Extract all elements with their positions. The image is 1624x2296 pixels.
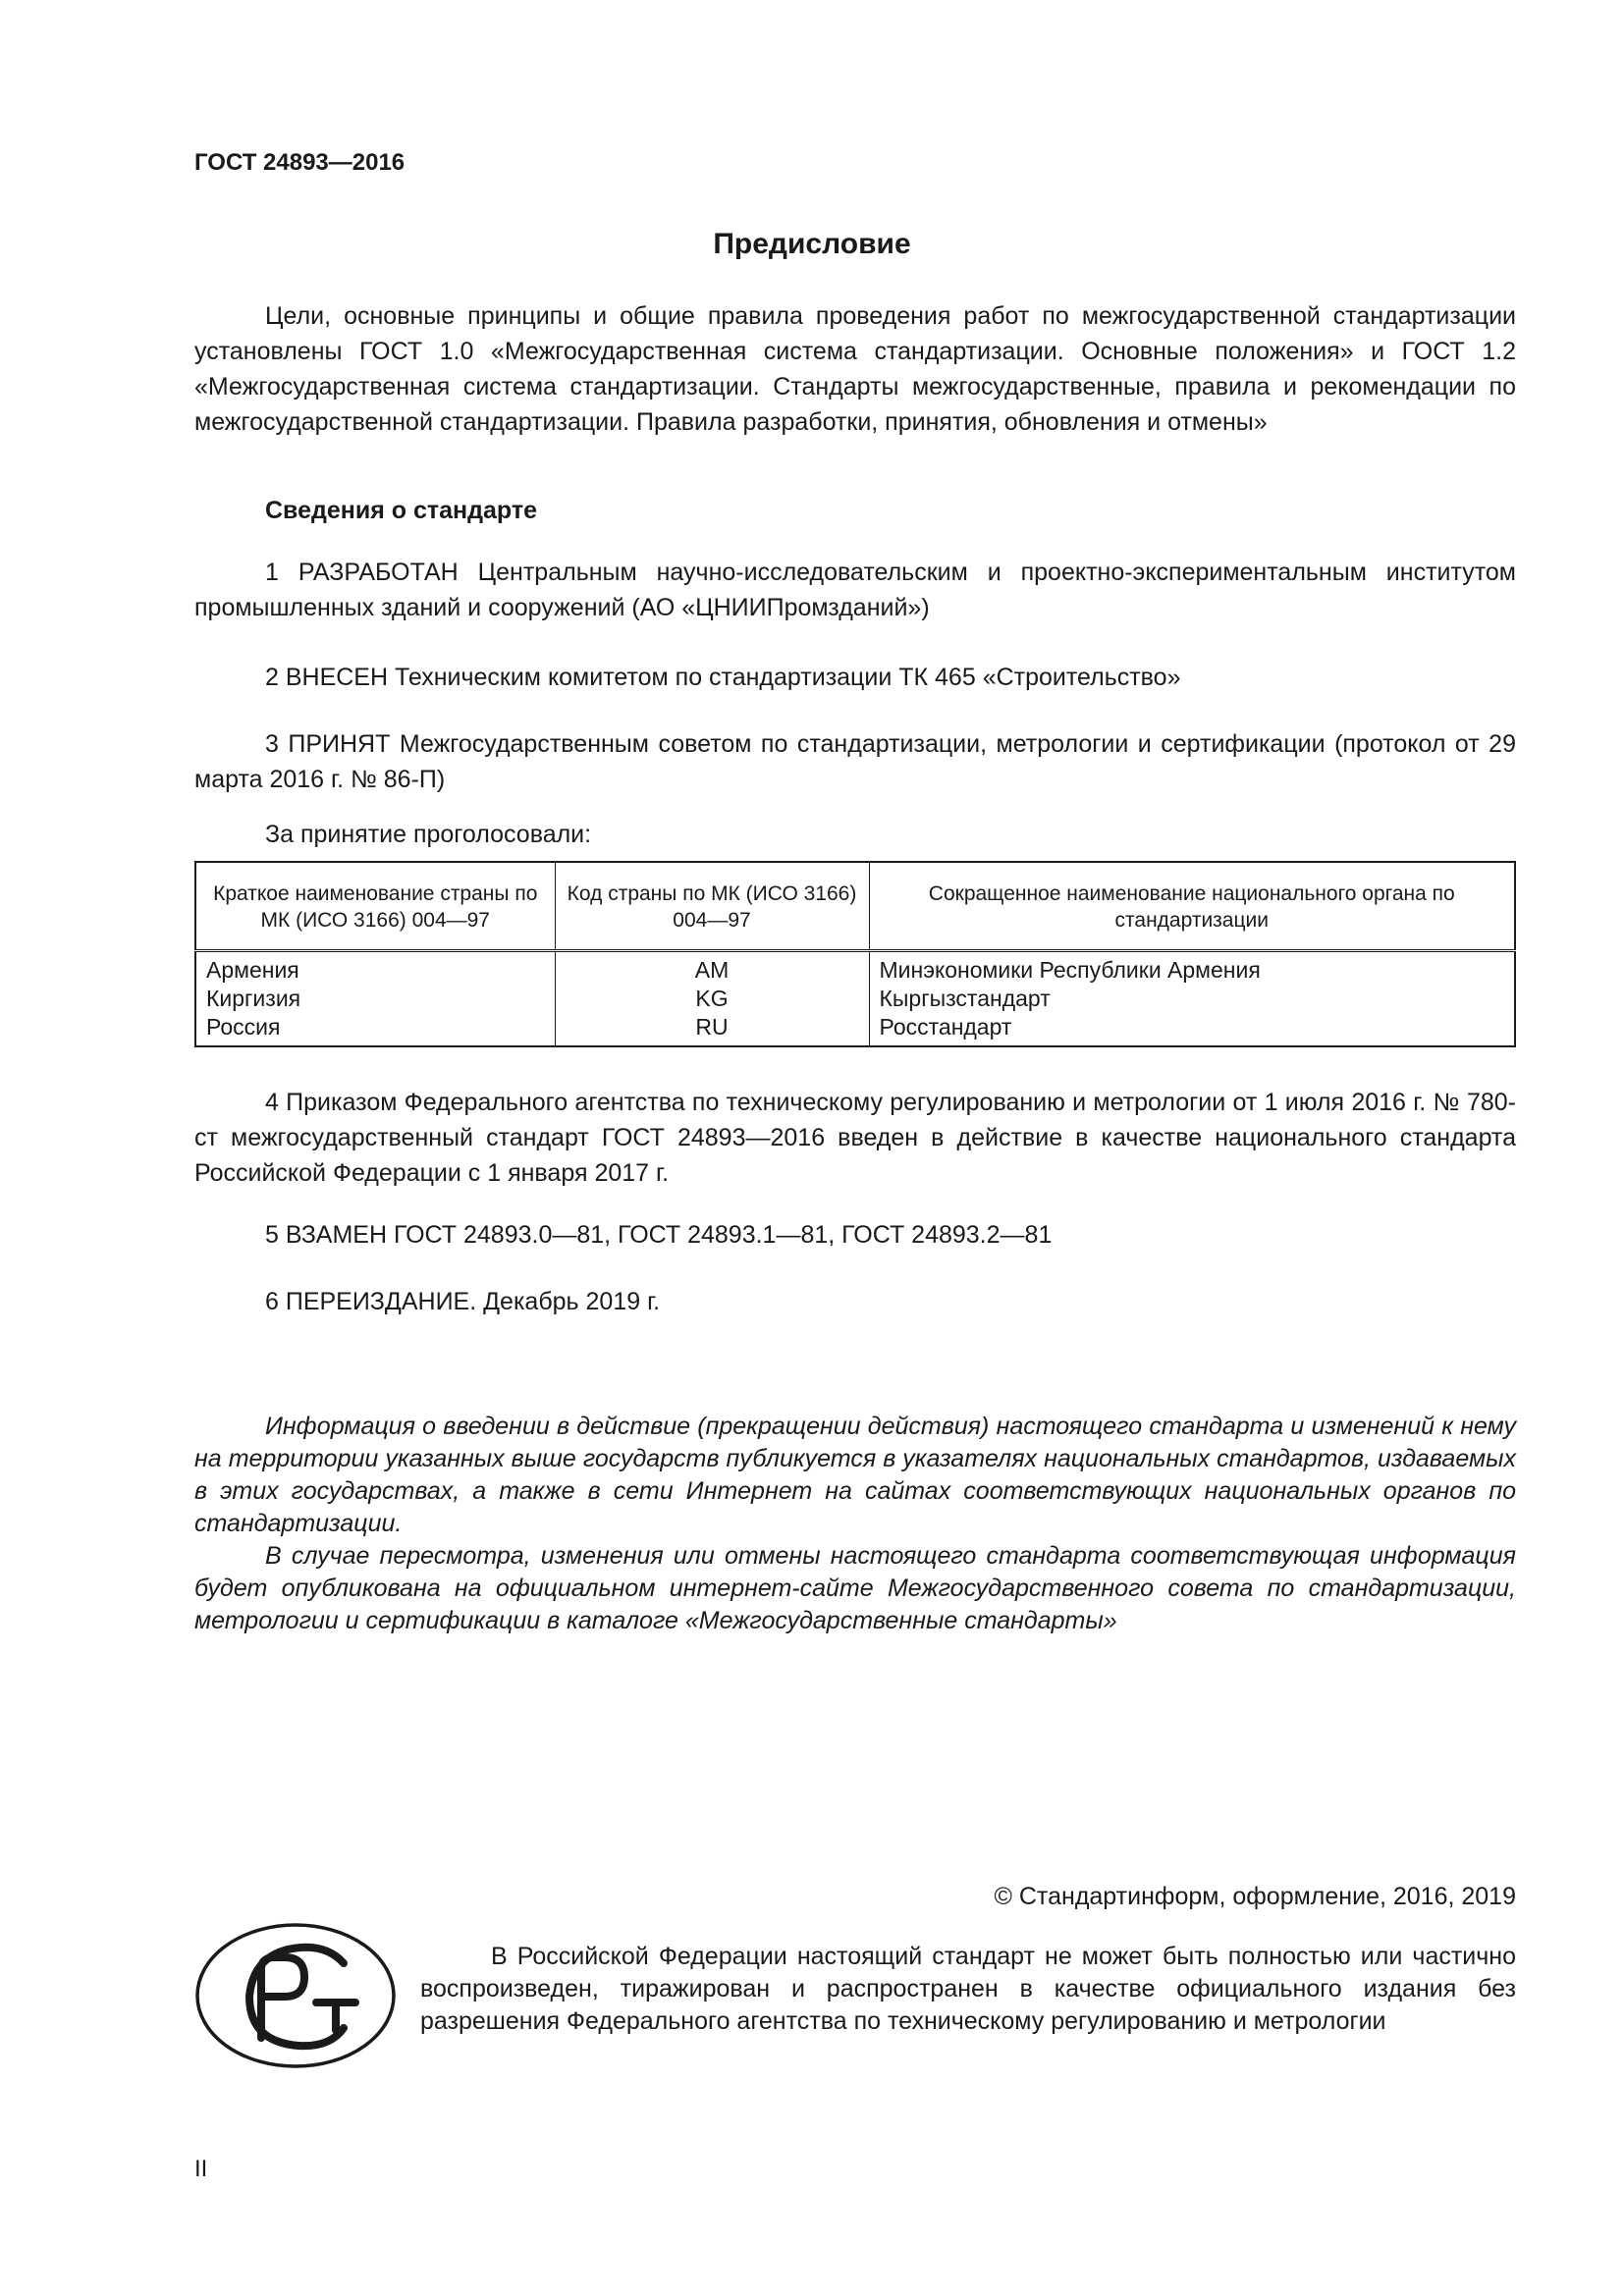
- votes-header-code: Код страны по МК (ИСО 3166) 004—97: [555, 862, 869, 951]
- page-title: Предисловие: [713, 228, 911, 260]
- document-code-header: ГОСТ 24893—2016: [194, 149, 406, 176]
- body-cell: Росстандарт: [869, 1013, 1515, 1046]
- table-row: [195, 951, 1515, 986]
- votes-header-country: Краткое наименование страны по МК (ИСО 3166) 004—97: [195, 862, 555, 951]
- body-cell: Кыргызстандарт: [869, 985, 1515, 1013]
- reproduction-notice: В Российской Федерации настоящий стандарт не может быть полностью или частично воспроизведен, тиражирован и распространен в качестве официального издания без разрешения Федерального агентства по техническому регулированию и метрологии: [420, 1943, 1516, 2035]
- code-cell: KG: [555, 985, 869, 1013]
- table-row: [195, 1013, 1515, 1046]
- intro-paragraph: Цели, основные принципы и общие правила проведения работ по межгосударственной стандартизации установлены ГОСТ 1.0 «Межгосударственная система стандартизации. Основные положения» и ГОСТ 1.2 «Межгосударственная система стандартизации. Стандарты межгосударственные, правила и рекомендации по межгосударственной стандартизации. Правила разработки, принятия, обновления и отмены»: [194, 302, 1516, 436]
- item-developed: 1 РАЗРАБОТАН Центральным научно-исследовательским и проектно-экспериментальным институтом промышленных зданий и сооружений (АО «ЦНИИПромзданий»): [194, 559, 1516, 621]
- info-italic-publication: Информация о введении в действие (прекращении действия) настоящего стандарта и изменений к нему на территории указанных выше государств публикуется в указателях национальных стандартов, издаваемых в этих государствах, а также в сети Интернет на сайтах соответствующих национальных органов по стандартизации.: [194, 1413, 1516, 1537]
- country-cell: Киргизия: [195, 985, 555, 1013]
- rst-certification-mark-icon: [194, 1922, 397, 2074]
- votes-header-body: Сокращенное наименование национального органа по стандартизации: [869, 862, 1515, 951]
- item-submitted: 2 ВНЕСЕН Техническим комитетом по стандартизации ТК 465 «Строительство»: [265, 664, 1181, 691]
- votes-table: [194, 861, 1516, 1047]
- country-cell: Россия: [195, 1013, 555, 1046]
- code-cell: AM: [555, 951, 869, 986]
- code-cell: RU: [555, 1013, 869, 1046]
- standard-info-heading: Сведения о стандарте: [265, 497, 538, 524]
- page-number: II: [194, 2156, 208, 2182]
- table-row: [195, 985, 1515, 1013]
- info-italic-revision: В случае пересмотра, изменения или отмены настоящего стандарта соответствующая информация будет опубликована на официальном интернет-сайте Межгосударственного совета по стандартизации, метрологии и сертификации в каталоге «Межгосударственные стандарты»: [194, 1542, 1516, 1634]
- body-cell: Минэкономики Республики Армения: [869, 951, 1515, 986]
- country-cell: Армения: [195, 951, 555, 986]
- item-reissue: 6 ПЕРЕИЗДАНИЕ. Декабрь 2019 г.: [265, 1288, 661, 1315]
- item-adopted: 3 ПРИНЯТ Межгосударственным советом по стандартизации, метрологии и сертификации (протокол от 29 марта 2016 г. № 86-П): [194, 730, 1516, 793]
- copyright-line: © Стандартинформ, оформление, 2016, 2019: [994, 1883, 1516, 1910]
- votes-table-header-row: [195, 862, 1515, 951]
- item-replaces: 5 ВЗАМЕН ГОСТ 24893.0—81, ГОСТ 24893.1—81, ГОСТ 24893.2—81: [265, 1221, 1053, 1249]
- item-order: 4 Приказом Федерального агентства по техническому регулированию и метрологии от 1 июля 2016 г. № 780-ст межгосударственный стандарт ГОСТ 24893—2016 введен в действие в качестве национального стандарта Российской Федерации с 1 января 2017 г.: [194, 1089, 1516, 1187]
- votes-label: За принятие проголосовали:: [265, 821, 592, 848]
